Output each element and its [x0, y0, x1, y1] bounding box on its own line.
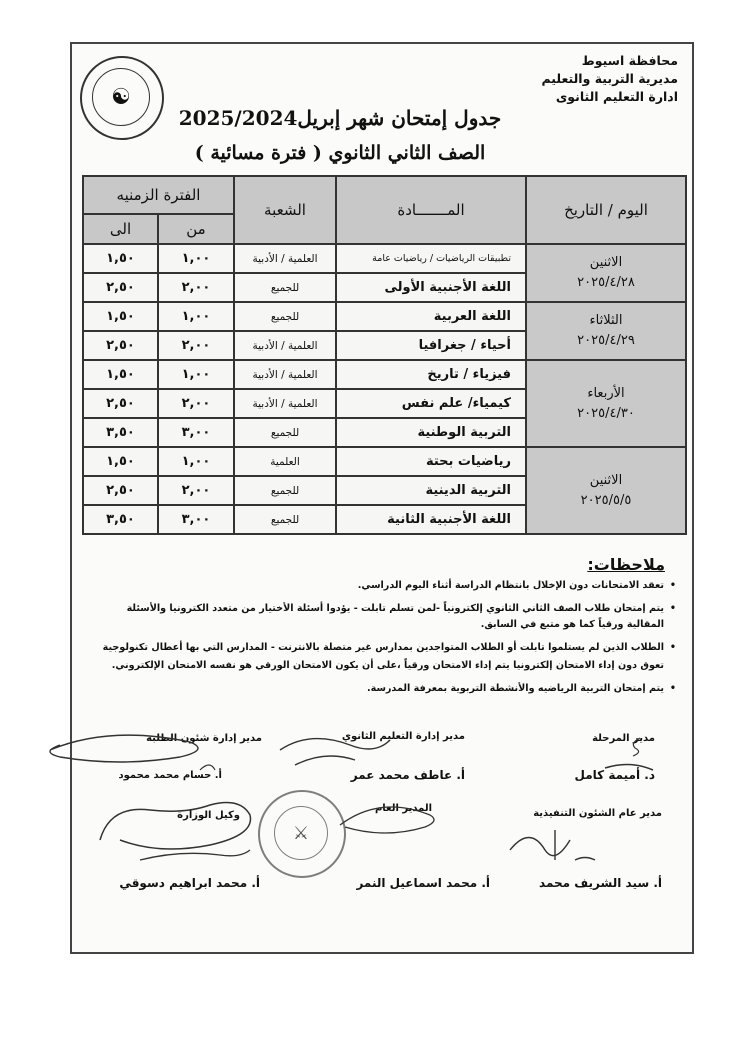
- branch-cell: للجميع: [234, 418, 336, 447]
- from-cell: ١,٠٠: [158, 447, 234, 476]
- branch-cell: العلمية / الأدبية: [234, 389, 336, 418]
- subject-cell: أحياء / جغرافيا: [336, 331, 526, 360]
- exec-affairs-name: أ. سيد الشريف محمد: [539, 876, 662, 890]
- subject-cell: اللغة الأجنبية الأولى: [336, 273, 526, 302]
- note-item: المقالية ورقياً كما هو متبع في السابق.: [480, 619, 664, 630]
- general-manager-title: المدير العام: [374, 803, 432, 814]
- from-cell: ٣,٠٠: [158, 418, 234, 447]
- stage-manager-title: مدير المرحلة: [592, 733, 655, 744]
- branch-cell: للجميع: [234, 273, 336, 302]
- schedule-subtitle: الصف الثاني الثانوي ( فترة مسائية ): [194, 142, 486, 164]
- secondary-manager-signature: [275, 725, 395, 780]
- note-item: تعوق دون إداء الامتحان إلكترونيا يتم إداء الامتحان ورقياً ،على أن يكون الامتحان الورقي هو نفسه الامتحان الإلكتروني.: [111, 660, 664, 671]
- stage-manager-name: د. أميمة كامل: [574, 768, 655, 782]
- subject-cell: التربية الوطنية: [336, 418, 526, 447]
- to-cell: ٢,٥٠: [83, 273, 158, 302]
- student-affairs-name: أ. حسام محمد محمود: [118, 770, 222, 781]
- to-cell: ١,٥٠: [83, 360, 158, 389]
- note-item: • تعقد الامتحانات دون الإخلال بانتظام الدراسة أثناء اليوم الدراسي.: [64, 578, 664, 594]
- to-cell: ١,٥٠: [83, 447, 158, 476]
- subject-cell: كيمياء/ علم نفس: [336, 389, 526, 418]
- from-cell: ١,٠٠: [158, 244, 234, 273]
- branch-cell: العلمية: [234, 447, 336, 476]
- day-cell: [526, 244, 686, 302]
- exec-affairs-title: مدير عام الشئون التنفيذية: [533, 808, 662, 819]
- to-cell: ٢,٥٠: [83, 331, 158, 360]
- subject-cell: تطبيقات الرياضيات / رياضيات عامة: [336, 244, 526, 273]
- day-date: ٢٠٢٥/٥/٥: [580, 492, 632, 508]
- eagle-emblem-icon: ⚔: [274, 806, 328, 860]
- from-cell: ١,٠٠: [158, 302, 234, 331]
- to-cell: ٣,٥٠: [83, 505, 158, 534]
- subject-cell: اللغة العربية: [336, 302, 526, 331]
- from-cell: ٢,٠٠: [158, 389, 234, 418]
- day-name: الأربعاء: [587, 385, 625, 401]
- day-date: ٢٠٢٥/٤/٢٨: [577, 275, 635, 290]
- subject-cell: رياضيات بحتة: [336, 447, 526, 476]
- to-cell: ١,٥٠: [83, 302, 158, 331]
- directorate-label: مديرية التربية والتعليم: [541, 71, 678, 86]
- header-from: من: [158, 214, 234, 244]
- branch-cell: العلمية / الأدبية: [234, 244, 336, 273]
- day-name: الاثنين: [589, 255, 623, 270]
- branch-cell: للجميع: [234, 476, 336, 505]
- day-date: ٢٠٢٥/٤/٣٠: [577, 405, 635, 421]
- general-manager-signature: [330, 795, 450, 855]
- deputy-minister-title: وكيل الوزارة: [177, 810, 240, 821]
- branch-cell: العلمية / الأدبية: [234, 331, 336, 360]
- header-to: الى: [83, 214, 158, 244]
- table-row: [83, 302, 686, 331]
- from-cell: ١,٠٠: [158, 360, 234, 389]
- notes-list: [64, 578, 678, 704]
- subject-cell: فيزياء / تاريخ: [336, 360, 526, 389]
- header-day-date: اليوم / التاريخ: [526, 176, 686, 244]
- general-manager-name: أ. محمد اسماعيل النمر: [356, 876, 490, 890]
- note-item: • يتم إمتحان التربية الرياضيه والأنشطة التربوية بمعرفة المدرسة.: [64, 681, 664, 697]
- exec-affairs-signature: [500, 820, 610, 875]
- secondary-manager-title: مدير إدارة التعليم الثانوي: [341, 731, 465, 742]
- day-name: الاثنين: [589, 472, 623, 488]
- letterhead: [478, 52, 678, 106]
- secondary-manager-name: أ. عاطف محمد عمر: [350, 768, 465, 782]
- subject-cell: التربية الدينية: [336, 476, 526, 505]
- header-subject: المـــــــادة: [336, 176, 526, 244]
- deputy-minister-signature: [80, 795, 270, 875]
- note-item: • الطلاب الذين لم يستلموا تابلت أو الطلاب المتواجدين بمدارس غير متصلة بالانترنت - المدارس التي بها أعطال تكنولوجية: [64, 640, 664, 656]
- from-cell: ٢,٠٠: [158, 331, 234, 360]
- student-affairs-signature: [40, 730, 220, 785]
- student-affairs-title: مدير إدارة شئون الطلبه: [146, 733, 262, 744]
- from-cell: ٣,٠٠: [158, 505, 234, 534]
- schedule-title: جدول إمتحان شهر إبريل2025/2024: [178, 106, 502, 130]
- exam-schedule-table: [82, 175, 687, 535]
- day-date: ٢٠٢٥/٤/٢٩: [577, 333, 635, 348]
- day-cell: [526, 447, 686, 534]
- to-cell: ٢,٥٠: [83, 389, 158, 418]
- to-cell: ١,٥٠: [83, 244, 158, 273]
- notes-heading: ملاحظات:: [587, 555, 665, 574]
- day-cell: [526, 360, 686, 447]
- day-cell: [526, 302, 686, 360]
- note-item: • يتم إمتحان طلاب الصف الثاني الثانوي إلكترونياً -لمن تسلم تابلت - يؤدوا أسئلة الأختيار من متعدد الكترونيا والأسئلة: [64, 601, 664, 617]
- table-row: [83, 244, 686, 273]
- governorate-label: محافظة اسيوط: [581, 53, 678, 68]
- logo-emblem-icon: ☯: [92, 68, 150, 126]
- from-cell: ٢,٠٠: [158, 476, 234, 505]
- subject-cell: اللغة الأجنبية الثانية: [336, 505, 526, 534]
- ministry-logo: [80, 56, 164, 140]
- day-name: الثلاثاء: [589, 313, 623, 328]
- branch-cell: للجميع: [234, 302, 336, 331]
- table-row: [83, 360, 686, 389]
- stage-manager-signature: [600, 728, 660, 788]
- header-period: الفترة الزمنيه: [83, 176, 234, 214]
- branch-cell: العلمية / الأدبية: [234, 360, 336, 389]
- to-cell: ٣,٥٠: [83, 418, 158, 447]
- deputy-minister-name: أ. محمد ابراهيم دسوقي: [119, 876, 260, 890]
- header-branch: الشعبة: [234, 176, 336, 244]
- to-cell: ٢,٥٠: [83, 476, 158, 505]
- from-cell: ٢,٠٠: [158, 273, 234, 302]
- table-row: [83, 447, 686, 476]
- branch-cell: للجميع: [234, 505, 336, 534]
- department-label: ادارة التعليم الثانوى: [555, 89, 678, 104]
